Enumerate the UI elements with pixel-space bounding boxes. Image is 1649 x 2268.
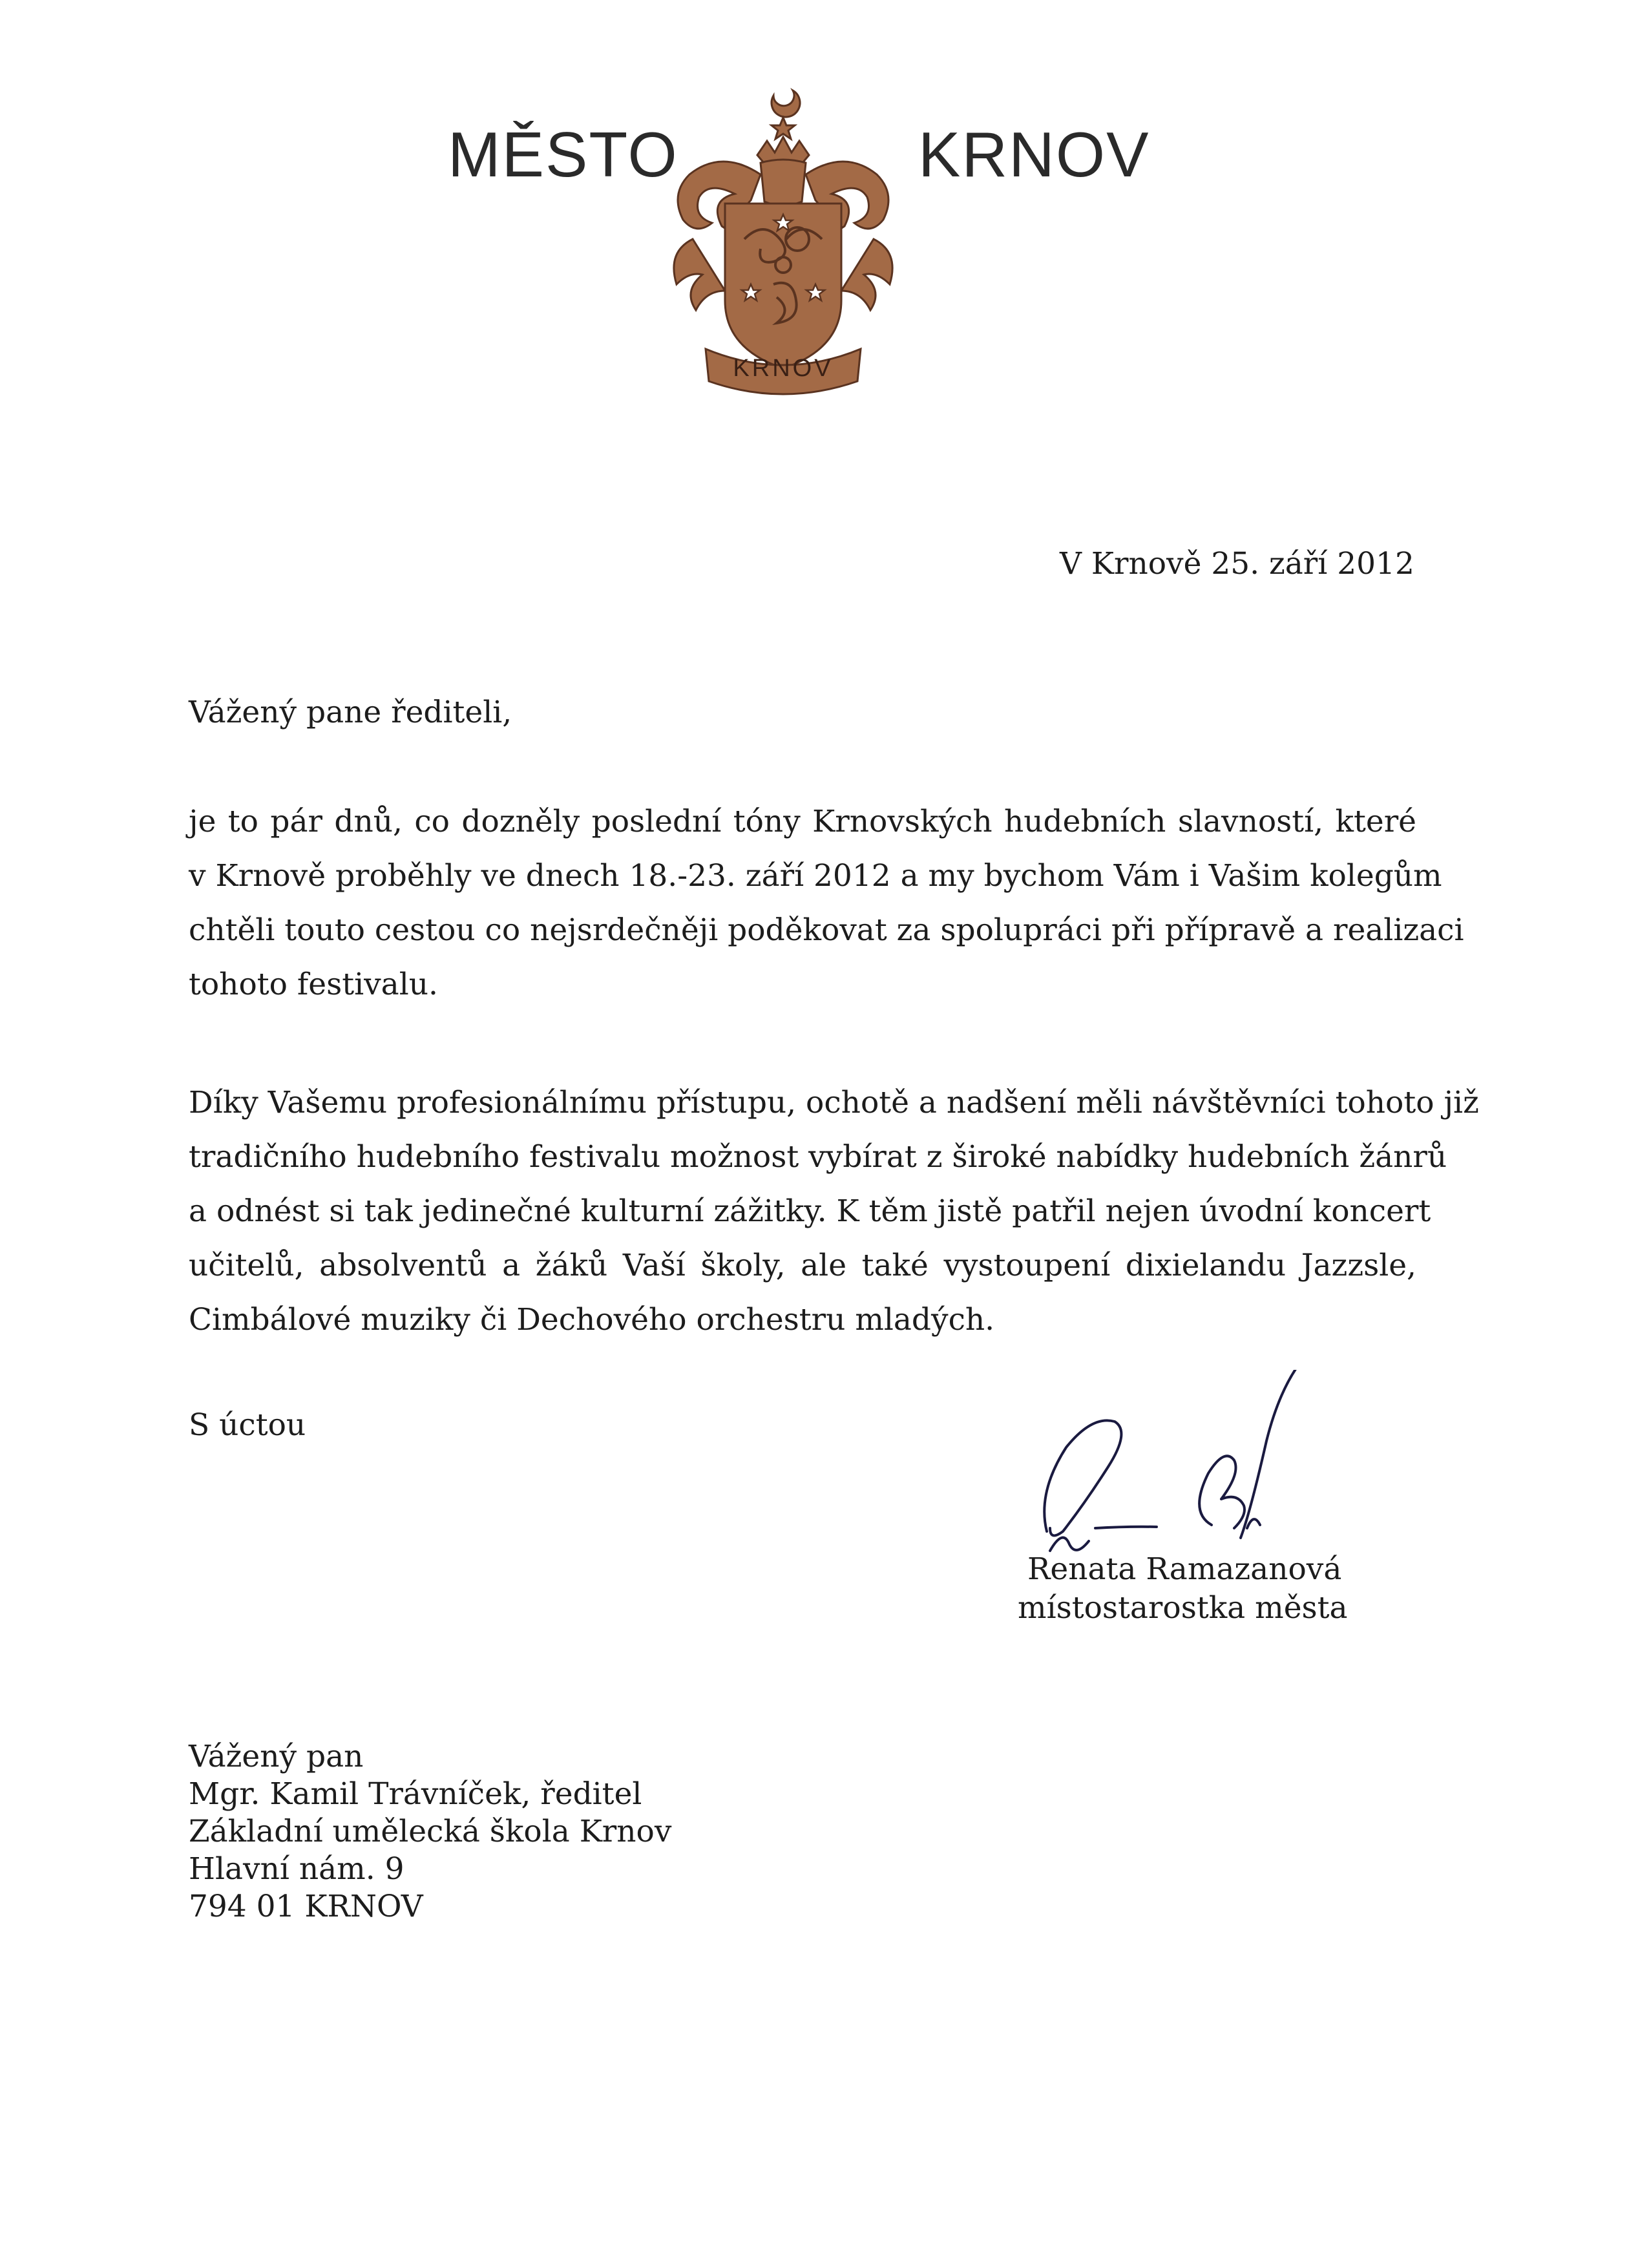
paragraph-line: a odnést si tak jedinečné kulturní zážitky. K těm jistě patřil nejen úvodní koncert (189, 1193, 1431, 1229)
address-line: Vážený pan (189, 1739, 364, 1774)
paragraph-line: chtěli touto cestou co nejsrdečněji poděkovat za spolupráci při přípravě a realizaci (189, 912, 1464, 948)
address-line: Mgr. Kamil Trávníček, ředitel (189, 1776, 642, 1812)
address-line: Hlavní nám. 9 (189, 1851, 404, 1887)
paragraph-line: Díky Vašemu profesionálnímu přístupu, ochotě a nadšení měli návštěvníci tohoto již (189, 1085, 1479, 1120)
address-line: 794 01 KRNOV (189, 1889, 423, 1924)
paragraph-line: tradičního hudebního festivalu možnost vybírat z široké nabídky hudebních žánrů (189, 1139, 1447, 1175)
body-paragraph-1 (189, 795, 1464, 1012)
paragraph-line: v Krnově proběhly ve dnech 18.-23. září 2012 a my bychom Vám i Vašim kolegům (189, 858, 1442, 894)
coat-of-arms-emblem (654, 78, 906, 404)
emblem-ribbon-text: KRNOV (733, 355, 834, 382)
paragraph-line: Cimbálové muziky či Dechového orchestru mladých. (189, 1302, 995, 1338)
paragraph-line: je to pár dnů, co dozněly poslední tóny Krnovských hudebních slavností, které (189, 804, 1416, 839)
date-line: V Krnově 25. září 2012 (1060, 546, 1414, 582)
handwritten-signature (1024, 1370, 1418, 1564)
signer-title: místostarostka města (1018, 1590, 1348, 1626)
address-line: Základní umělecká škola Krnov (189, 1814, 672, 1849)
body-paragraph-2 (189, 1076, 1479, 1347)
signer-name: Renata Ramazanová (1027, 1551, 1342, 1587)
recipient-address (189, 1738, 671, 1926)
letterhead-right-word: KRNOV (918, 119, 1150, 190)
paragraph-line: učitelů, absolventů a žáků Vaší školy, ale také vystoupení dixielandu Jazzsle, (189, 1248, 1416, 1283)
paragraph-line: tohoto festivalu. (189, 967, 438, 1002)
closing: S úctou (189, 1407, 306, 1443)
letterhead-left-word: MĚSTO (448, 119, 678, 190)
salutation: Vážený pane řediteli, (189, 695, 512, 730)
